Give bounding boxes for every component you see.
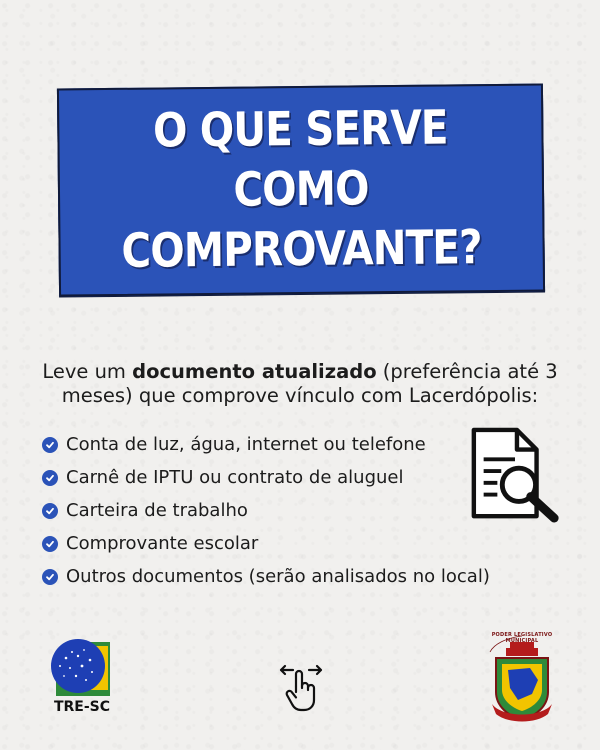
- intro-bold: documento atualizado: [132, 359, 377, 383]
- headline: [93, 98, 509, 282]
- intro-after: (preferência até 3 meses) que comprove vínculo com Lacerdópolis:: [61, 359, 558, 407]
- intro-text: [30, 360, 570, 408]
- seal-text: PODER LEGISLATIVO MUNICIPAL: [491, 632, 553, 644]
- swipe-hand-icon: [277, 664, 325, 712]
- check-circle-icon: [42, 503, 58, 519]
- tre-sc-label: TRE-SC: [53, 699, 111, 715]
- document-list: [42, 428, 490, 593]
- list-item: [42, 494, 490, 527]
- intro-before: Leve um: [42, 359, 133, 383]
- list-item: [42, 560, 490, 593]
- check-circle-icon: [42, 569, 58, 585]
- list-item-label: Carteira de trabalho: [66, 500, 248, 521]
- list-item: [42, 527, 490, 560]
- headline-line-2: COMPROVANTE?: [121, 220, 483, 279]
- legislative-seal-logo: [486, 634, 558, 724]
- check-circle-icon: [42, 437, 58, 453]
- check-circle-icon: [42, 470, 58, 486]
- list-item-label: Comprovante escolar: [66, 533, 259, 554]
- headline-line-1: O QUE SERVE COMO: [152, 100, 448, 218]
- list-item: [42, 428, 490, 461]
- headline-banner: [57, 83, 545, 296]
- tre-sc-logo: [48, 636, 114, 698]
- list-item-label: Outros documentos (serão analisados no local): [66, 566, 490, 587]
- check-circle-icon: [42, 536, 58, 552]
- list-item-label: Conta de luz, água, internet ou telefone: [66, 434, 426, 455]
- document-search-icon: [466, 426, 564, 524]
- list-item: [42, 461, 490, 494]
- list-item-label: Carnê de IPTU ou contrato de aluguel: [66, 467, 404, 488]
